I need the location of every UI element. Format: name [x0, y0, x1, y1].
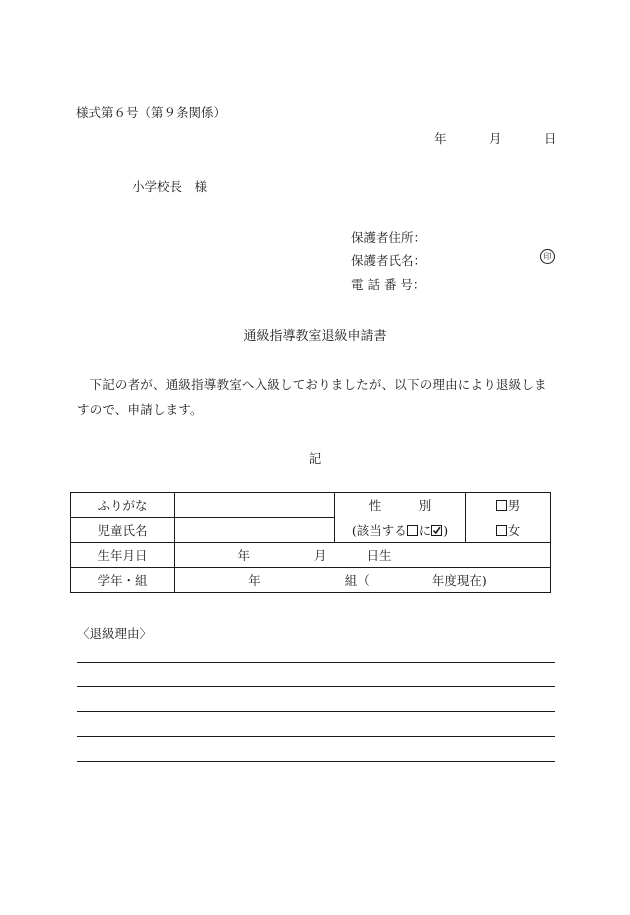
reason-line[interactable]: [77, 662, 555, 663]
date-day-label: 日: [544, 131, 557, 146]
document-body: 下記の者が、通級指導教室へ入級しておりましたが、以下の理由により退級しますので、申請します。: [77, 377, 547, 417]
checkbox-icon[interactable]: [496, 500, 507, 511]
guardian-address-label: 保護者住所：: [351, 230, 427, 245]
reason-line[interactable]: [77, 736, 555, 737]
table-row: [71, 543, 551, 568]
checkbox-icon[interactable]: [496, 525, 507, 536]
checked-box-icon: [431, 525, 442, 536]
guardian-name-label: 保護者氏名：: [351, 253, 427, 268]
date-year-label: 年: [434, 131, 447, 146]
checkbox-icon: [407, 525, 418, 536]
furigana-field[interactable]: [175, 493, 335, 518]
child-name-label: 児童氏名: [71, 518, 175, 543]
addressee: 小学校長 様: [132, 179, 208, 194]
birthdate-label: 生年月日: [71, 543, 175, 568]
reason-label: 〈退級理由〉: [77, 626, 153, 641]
gender-note: (該当する に ): [335, 518, 466, 543]
reason-line[interactable]: [77, 761, 555, 762]
form-number: 様式第６号（第９条関係）: [76, 105, 227, 120]
gender-male-option[interactable]: 男: [466, 493, 551, 518]
guardian-phone-label: 電 話 番 号：: [351, 277, 426, 292]
gender-label: 性 別: [335, 493, 466, 518]
grade-class-field[interactable]: 年 組（ 年度現在): [175, 568, 551, 593]
date-month-label: 月: [489, 131, 502, 146]
seal-mark: 印: [540, 249, 555, 264]
furigana-label: ふりがな: [71, 493, 175, 518]
table-row: [71, 568, 551, 593]
grade-class-label: 学年・組: [71, 568, 175, 593]
reason-line[interactable]: [77, 711, 555, 712]
student-info-table: [70, 492, 551, 593]
gender-female-option[interactable]: 女: [466, 518, 551, 543]
document-title: 通級指導教室退級申請書: [243, 329, 387, 344]
child-name-field[interactable]: [175, 518, 335, 543]
table-row: [71, 518, 551, 543]
birthdate-field[interactable]: 年 月 日生: [175, 543, 551, 568]
table-row: [71, 493, 551, 518]
ki-heading: 記: [308, 451, 322, 466]
reason-line[interactable]: [77, 686, 555, 687]
